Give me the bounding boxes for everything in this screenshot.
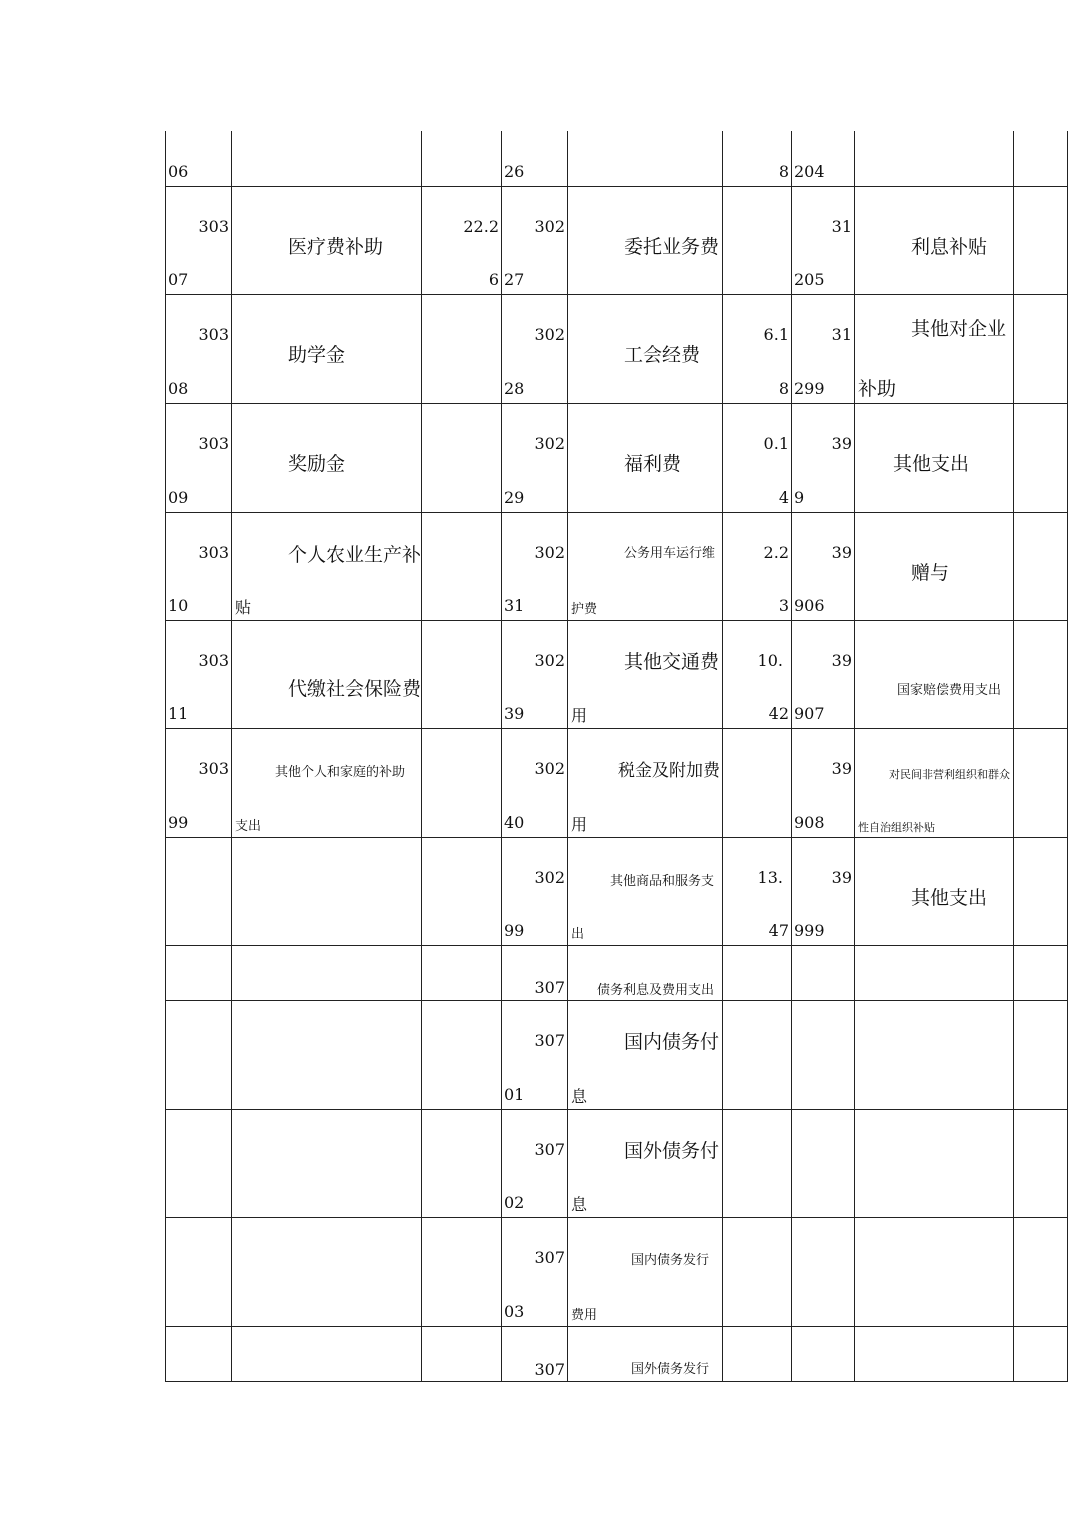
code-cell <box>501 1217 567 1326</box>
name-cell <box>854 186 1013 294</box>
name-cell <box>567 512 722 620</box>
item-name-wrap: 补助 <box>858 378 897 400</box>
value-cell <box>1013 620 1068 728</box>
value-cell <box>722 512 791 620</box>
code-cell <box>501 728 567 837</box>
code-cell <box>165 131 231 186</box>
value-part: 42 <box>768 704 789 723</box>
name-cell <box>231 186 421 294</box>
item-name-wrap: 用 <box>571 706 588 725</box>
value-cell <box>421 837 501 945</box>
code-suffix: 907 <box>794 704 825 723</box>
item-name: 其他对企业 <box>911 318 1007 340</box>
code-suffix: 09 <box>168 488 189 507</box>
table-row <box>165 186 1068 294</box>
name-cell <box>854 294 1013 403</box>
item-name: 个人农业生产补 <box>288 544 422 566</box>
name-cell <box>567 620 722 728</box>
code-prefix: 302 <box>534 543 565 563</box>
code-cell <box>165 1109 231 1217</box>
value-cell <box>421 1326 501 1382</box>
value-cell <box>1013 1217 1068 1326</box>
code-cell <box>501 1000 567 1109</box>
code-cell <box>501 186 567 294</box>
value-part: 3 <box>778 596 789 615</box>
code-cell <box>165 186 231 294</box>
value-cell <box>722 131 791 186</box>
item-name: 国内债务付 <box>624 1031 720 1053</box>
value-cell <box>1013 294 1068 403</box>
code-cell <box>501 1326 567 1382</box>
value-cell <box>421 131 501 186</box>
item-name-wrap: 费用 <box>571 1308 598 1323</box>
table-row <box>165 294 1068 403</box>
code-cell <box>501 1109 567 1217</box>
name-cell <box>854 837 1013 945</box>
code-prefix: 302 <box>534 325 565 345</box>
item-name: 其他支出 <box>911 887 988 909</box>
value-cell <box>722 620 791 728</box>
name-cell <box>567 1326 722 1382</box>
code-cell <box>791 945 854 1000</box>
name-cell <box>567 1217 722 1326</box>
name-cell <box>231 512 421 620</box>
code-suffix: 07 <box>168 270 189 289</box>
code-cell <box>165 1326 231 1382</box>
code-suffix: 908 <box>794 813 825 832</box>
item-name-wrap: 性自治组织补贴 <box>858 821 935 834</box>
table-row <box>165 1000 1068 1109</box>
value-part: 6 <box>488 270 499 289</box>
code-cell <box>501 403 567 512</box>
code-suffix: 205 <box>794 270 825 289</box>
code-cell <box>791 131 854 186</box>
name-cell <box>231 1109 421 1217</box>
name-cell <box>854 1217 1013 1326</box>
name-cell <box>231 1217 421 1326</box>
item-name-wrap: 贴 <box>235 598 252 617</box>
code-suffix: 99 <box>168 813 189 832</box>
item-name: 公务用车运行维 <box>624 546 716 561</box>
code-cell <box>791 186 854 294</box>
code-prefix: 303 <box>198 759 229 779</box>
code-prefix: 307 <box>534 1248 565 1268</box>
value-cell <box>421 512 501 620</box>
code-cell <box>501 512 567 620</box>
item-name: 国内债务发行 <box>631 1253 710 1268</box>
value-cell <box>722 1326 791 1382</box>
name-cell <box>854 1000 1013 1109</box>
code-suffix: 10 <box>168 596 189 615</box>
code-cell <box>791 1109 854 1217</box>
code-prefix: 302 <box>534 434 565 454</box>
item-name: 国外债务付 <box>624 1140 720 1162</box>
code-suffix: 40 <box>504 813 525 832</box>
name-cell <box>854 512 1013 620</box>
code-prefix: 307 <box>534 1140 565 1160</box>
item-name: 其他商品和服务支 <box>610 874 715 889</box>
name-cell <box>231 728 421 837</box>
code-suffix: 03 <box>504 1302 525 1321</box>
code-prefix: 307 <box>534 1031 565 1051</box>
value-cell <box>421 1217 501 1326</box>
name-cell <box>231 131 421 186</box>
item-name-wrap: 护费 <box>571 602 598 617</box>
item-name: 工会经费 <box>624 344 701 366</box>
item-name: 助学金 <box>288 344 346 366</box>
name-cell <box>854 1326 1013 1382</box>
value-cell <box>421 620 501 728</box>
value-cell <box>722 403 791 512</box>
code-cell <box>501 294 567 403</box>
table-row <box>165 837 1068 945</box>
value-part: 2.2 <box>763 543 789 563</box>
table-row <box>165 512 1068 620</box>
code-suffix: 99 <box>504 921 525 940</box>
code-prefix: 31 <box>831 217 852 237</box>
name-cell <box>231 403 421 512</box>
code-prefix: 303 <box>198 651 229 671</box>
item-name-wrap: 息 <box>571 1195 588 1214</box>
value-cell <box>421 1000 501 1109</box>
code-cell <box>791 1326 854 1382</box>
code-cell <box>501 620 567 728</box>
name-cell <box>567 728 722 837</box>
code-suffix: 9 <box>794 488 805 507</box>
table-row <box>165 728 1068 837</box>
value-cell <box>722 294 791 403</box>
table-row <box>165 620 1068 728</box>
code-cell <box>165 728 231 837</box>
value-cell <box>722 1217 791 1326</box>
value-cell <box>421 1109 501 1217</box>
code-prefix: 307 <box>534 1360 565 1379</box>
name-cell <box>854 620 1013 728</box>
code-cell <box>501 945 567 1000</box>
value-cell <box>421 294 501 403</box>
value-cell <box>421 186 501 294</box>
code-prefix: 302 <box>534 217 565 237</box>
value-part: 8 <box>778 162 789 181</box>
code-cell <box>165 837 231 945</box>
budget-table <box>165 131 1068 1382</box>
code-prefix: 302 <box>534 868 565 888</box>
name-cell <box>567 403 722 512</box>
value-cell <box>1013 1326 1068 1382</box>
value-part: 22.2 <box>463 217 499 237</box>
value-cell <box>421 728 501 837</box>
table-row <box>165 1109 1068 1217</box>
table-row <box>165 131 1068 186</box>
item-name-wrap: 出 <box>571 927 585 942</box>
item-name: 委托业务费 <box>624 236 720 258</box>
code-cell <box>501 837 567 945</box>
item-name: 赠与 <box>911 562 950 584</box>
item-name: 奖励金 <box>288 453 346 475</box>
value-part: 8 <box>778 379 789 398</box>
table-row <box>165 1326 1068 1382</box>
code-prefix: 303 <box>198 217 229 237</box>
name-cell <box>231 837 421 945</box>
value-part: 13. <box>757 868 783 888</box>
value-cell <box>421 945 501 1000</box>
code-prefix: 307 <box>534 978 565 997</box>
name-cell <box>854 1109 1013 1217</box>
code-cell <box>791 512 854 620</box>
name-cell <box>231 620 421 728</box>
name-cell <box>854 403 1013 512</box>
code-cell <box>791 728 854 837</box>
code-prefix: 39 <box>831 543 852 563</box>
code-cell <box>165 1217 231 1326</box>
value-cell <box>1013 1000 1068 1109</box>
value-cell <box>1013 728 1068 837</box>
table-row <box>165 1217 1068 1326</box>
name-cell <box>567 294 722 403</box>
code-suffix: 39 <box>504 704 525 723</box>
code-suffix: 204 <box>794 162 825 181</box>
value-part: 47 <box>768 921 789 940</box>
value-part: 4 <box>778 488 789 507</box>
code-cell <box>791 403 854 512</box>
code-prefix: 303 <box>198 325 229 345</box>
item-name: 国家赔偿费用支出 <box>897 683 1002 698</box>
item-name: 代缴社会保险费 <box>288 678 422 700</box>
name-cell <box>567 1000 722 1109</box>
value-part: 6.1 <box>763 325 789 345</box>
code-cell <box>165 512 231 620</box>
item-name-wrap: 支出 <box>235 819 262 834</box>
table-row <box>165 403 1068 512</box>
code-prefix: 39 <box>831 434 852 454</box>
name-cell <box>231 1326 421 1382</box>
code-cell <box>501 131 567 186</box>
item-name: 利息补贴 <box>911 236 988 258</box>
value-cell <box>1013 1109 1068 1217</box>
code-cell <box>165 945 231 1000</box>
name-cell <box>854 945 1013 1000</box>
value-cell <box>1013 837 1068 945</box>
name-cell <box>567 945 722 1000</box>
value-cell <box>1013 186 1068 294</box>
code-suffix: 299 <box>794 379 825 398</box>
value-part: 10. <box>757 651 783 671</box>
name-cell <box>854 728 1013 837</box>
name-cell <box>567 131 722 186</box>
value-cell <box>1013 512 1068 620</box>
item-name: 国外债务发行 <box>631 1362 710 1377</box>
value-cell <box>421 403 501 512</box>
code-cell <box>791 620 854 728</box>
code-prefix: 39 <box>831 759 852 779</box>
value-cell <box>722 945 791 1000</box>
code-cell <box>791 294 854 403</box>
code-suffix: 29 <box>504 488 525 507</box>
code-cell <box>165 1000 231 1109</box>
value-cell <box>1013 945 1068 1000</box>
code-prefix: 39 <box>831 868 852 888</box>
code-suffix: 01 <box>504 1085 525 1104</box>
code-prefix: 302 <box>534 759 565 779</box>
table-row <box>165 945 1068 1000</box>
code-cell <box>165 403 231 512</box>
item-name: 债务利息及费用支出 <box>597 983 715 998</box>
code-prefix: 39 <box>831 651 852 671</box>
name-cell <box>231 945 421 1000</box>
value-cell <box>722 1000 791 1109</box>
name-cell <box>854 131 1013 186</box>
code-suffix: 27 <box>504 270 525 289</box>
item-name: 福利费 <box>624 453 682 475</box>
name-cell <box>567 837 722 945</box>
item-name: 对民间非营利组织和群众 <box>889 768 1010 781</box>
code-cell <box>165 620 231 728</box>
item-name: 其他交通费 <box>624 651 720 673</box>
item-name: 税金及附加费 <box>618 761 720 781</box>
value-part: 0.1 <box>763 434 789 454</box>
code-cell <box>165 294 231 403</box>
code-suffix: 31 <box>504 596 525 615</box>
name-cell <box>567 1109 722 1217</box>
item-name: 医疗费补助 <box>288 236 384 258</box>
code-suffix: 06 <box>168 162 189 181</box>
value-cell <box>722 1109 791 1217</box>
item-name: 其他个人和家庭的补助 <box>275 765 406 780</box>
value-cell <box>722 837 791 945</box>
name-cell <box>231 1000 421 1109</box>
code-suffix: 11 <box>168 704 189 723</box>
code-suffix: 999 <box>794 921 825 940</box>
name-cell <box>567 186 722 294</box>
code-cell <box>791 837 854 945</box>
code-prefix: 302 <box>534 651 565 671</box>
code-cell <box>791 1000 854 1109</box>
value-cell <box>1013 403 1068 512</box>
code-suffix: 28 <box>504 379 525 398</box>
code-prefix: 303 <box>198 543 229 563</box>
code-suffix: 08 <box>168 379 189 398</box>
code-suffix: 02 <box>504 1193 525 1212</box>
code-prefix: 31 <box>831 325 852 345</box>
code-suffix: 906 <box>794 596 825 615</box>
item-name-wrap: 息 <box>571 1087 588 1106</box>
code-prefix: 303 <box>198 434 229 454</box>
name-cell <box>231 294 421 403</box>
item-name: 其他支出 <box>893 453 970 475</box>
value-cell <box>722 186 791 294</box>
value-cell <box>1013 131 1068 186</box>
item-name-wrap: 用 <box>571 815 588 834</box>
code-cell <box>791 1217 854 1326</box>
code-suffix: 26 <box>504 162 525 181</box>
value-cell <box>722 728 791 837</box>
